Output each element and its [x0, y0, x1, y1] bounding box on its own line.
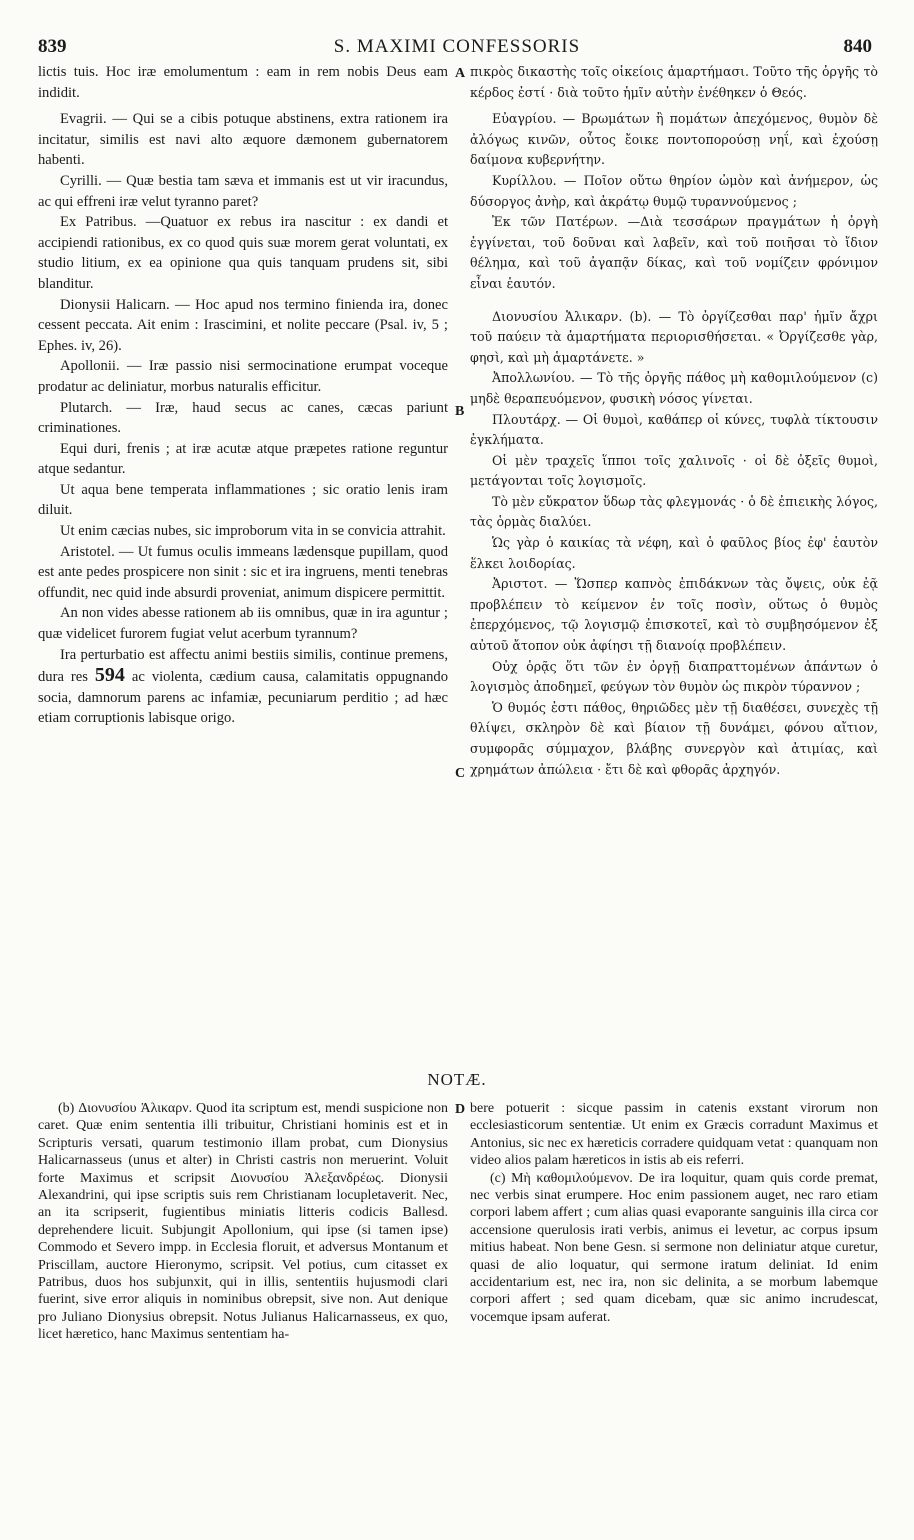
running-title: S. MAXIMI CONFESSORIS: [333, 36, 581, 57]
section-marker-b: B: [455, 404, 465, 419]
latin-column: [38, 62, 448, 729]
page-number-right: 840: [843, 36, 872, 57]
column-number: 594: [94, 664, 125, 687]
latin-paragraph: Ut enim cæcias nubes, sic improborum vita in se convicia attrahit.: [60, 523, 446, 540]
section-marker-c: C: [455, 766, 466, 781]
notes-right-column: [470, 1100, 878, 1326]
latin-paragraph: Cyrilli. — Quæ bestia tam sæva et immanis est ut vir iracundus, ac qui effreni iræ velut tyranno paret?: [38, 172, 448, 210]
greek-paragraph: Ἀριστοτ. — Ὥσπερ καπνὸς ἐπιδάκνων τὰς ὄψεις, οὐκ ἐᾷ προβλέπειν τὸ κείμενον ἐν τοῖς ποσὶν, οὕτως ὁ θυμὸς ἐπερχόμενος, τῷ λογισμῷ ἐπισκοτεῖ, καὶ τὸ συμβησόμενον ἐξ αὐτοῦ ἄτοπον οὐκ ἀφίησι τῇ διανοίᾳ προβλέπειν.: [470, 576, 878, 654]
greek-paragraph: Διονυσίου Ἁλικαρν. (b). — Τὸ ὀργίζεσθαι παρ' ἡμῖν ἄχρι τοῦ παύειν τὰ ἁμαρτήματα περιορισθήσεται. « Ὀργίζεσθε γὰρ, φησὶ, καὶ μὴ ἁμαρτάνετε. »: [470, 308, 878, 365]
note-paragraph: (b) Διονυσίου Ἁλικαρν. Quod ita scriptum est, mendi suspicione non caret. Quæ enim sententia illi tribuitur, Christiani hominis est et in Scripturis versati, quarum testimonio illam probat, cum Dionysius Halicarnasseus (unus et alter) in Christi castris non meruerint. Voluit forte Maximus et scripsit Διονυσίου Ἀλεξανδρέως. Dionysii Alexandrini, qui ipse scriptis suis rem Christianam locupletaverit. Nec, an ita scripserit, fugientibus miniatis litteris codicis Ballesd. deprehendere licuit. Subjungit Apollonium, qui ipse (si tamen ipse) Commodo et Severo impp. in Ecclesia floruit, et adversus Montanum et Priscillam, auctore Hieronymo, scripsit. Vel potius, cum citasset ex Patribus, duos hos subjunxit, qui in illis, sententiis hujusmodi clari fuerint, sive error aliquis in nominibus obrepsit, sive non. Aut denique pro Juliano Dionysius obrepsit. Notus Julianus Halicarnasseus, ex quo, licet hæretico, hanc Maximus sententiam ha-: [38, 1101, 448, 1343]
greek-paragraph: Ὁ θυμός ἐστι πάθος, θηριῶδες μὲν τῇ διαθέσει, συνεχὲς τῇ θλίψει, σκληρὸν δὲ καὶ βίαιον τῇ δυνάμει, φόνου αἴτιον, συμφορᾶς σύμμαχον, βλάβης συνεργὸν καὶ ἀτιμίας, καὶ χρημάτων ἀπώλεια · ἔτι δὲ καὶ φθορᾶς ἀρχηγόν.: [470, 699, 878, 777]
greek-paragraph: Ὡς γὰρ ὁ καικίας τὰ νέφη, καὶ ὁ φαῦλος βίος ἐφ' ἑαυτὸν ἕλκει λοιδορίας.: [470, 535, 878, 571]
notes-left-column: [38, 1100, 448, 1344]
latin-text: ac violenta, cædium causa, calamitatis oppugnando socia, damnorum parens ac infamiæ, pecuniarum perditio ; ad hæc etiam corruptionis labisque origo.: [38, 669, 448, 727]
latin-paragraph: An non vides abesse rationem ab iis omnibus, quæ in ira aguntur ; quæ videlicet furorem fugiat velut acerbum tyrannum?: [38, 605, 448, 643]
latin-paragraph: Aristotel. — Ut fumus oculis immeans lædensque pupillam, quod est ante pedes prospicere non sinit : sic et ira ingruens, menti tenebras offundit, nec quid inde absurdi proveniat, animum dispicere permittit.: [38, 543, 448, 601]
latin-paragraph: Evagrii. — Qui se a cibis potuque abstinens, extra rationem ira incitatur, similis est navi alto æquore dæmonem gubernatorem habenti.: [38, 111, 448, 169]
latin-paragraph: Apollonii. — Iræ passio nisi sermocinatione erumpat voceque prodatur ac deliniatur, morbus naturalis efficitur.: [38, 358, 448, 395]
note-paragraph: (c) Μὴ καθομιλούμενον. De ira loquitur, quam quis corde premat, nec verbis sinat erumpere. Hoc enim passionem auget, nec raro etiam corpori labem affert ; cum alias quasi evaporante sanguinis illa circa cor accensione querulosis irati verbis, animus ei levetur, ac corpus ipsum mitius habeat. Non bene Gesn. si sermone non deliniatur atque curetur, quasi de alio loquatur, qui sermone iratum deliniat. Id enim accidentarium est, nec ira, non sic delinita, a se morbum labemque corpori affert ; sed quam dicebam, quæ sic animo incrudescat, vocemque ipsam auferat.: [470, 1170, 878, 1325]
greek-column: [470, 62, 878, 780]
greek-paragraph: πικρὸς δικαστὴς τοῖς οἰκείοις ἁμαρτήμασι. Τοῦτο τῆς ὀργῆς τὸ κέρδος ἐστί · διὰ τοῦτο ἡμῖν αὐτὴν ἐνέθηκεν ὁ Θεός.: [470, 64, 878, 100]
section-marker-d: D: [455, 1102, 466, 1117]
greek-paragraph: Οὐχ ὁρᾷς ὅτι τῶν ἐν ὀργῇ διαπραττομένων ἁπάντων ὁ λογισμὸς ἀποδημεῖ, φεύγων τὸν θυμὸν ὡς πικρὸν τύραννον ;: [470, 658, 878, 695]
latin-paragraph: Ut aqua bene temperata inflammationes ; sic oratio lenis iram diluit.: [38, 481, 448, 519]
latin-paragraph: lictis tuis. Hoc iræ emolumentum : eam in rem nobis Deus eam indidit.: [38, 64, 448, 101]
latin-paragraph: Plutarch. — Iræ, haud secus ac canes, cæcas pariunt criminationes.: [38, 399, 448, 437]
latin-text: Ira perturbatio est affectu animi bestiis similis, continue premens, dura res: [38, 646, 448, 686]
notes-heading: NOTÆ.: [427, 1070, 487, 1089]
latin-paragraph: Ex Patribus. —Quatuor ex rebus ira nascitur : ex dandi et accipiendi rationibus, ex co quod quis suæ morem gerat voluntati, ex studio litium, ex ea opinione qua quis tanquam prudens sit, sibi blanditur.: [38, 214, 448, 292]
greek-paragraph: Ἀπολλωνίου. — Τὸ τῆς ὀργῆς πάθος μὴ καθομιλούμενον (c) μηδὲ θεραπευόμενον, φυσικὴ νόσος γίνεται.: [470, 370, 878, 406]
note-paragraph: bere potuerit : sicque passim in catenis exstant virorum non ecclesiasticorum sententiæ. Ut enim ex Græcis corradunt Maximus et Antonius, sic nec ex hæreticis corradere quidquam vetat : quanquam non video alios palam hæreticos in istis ab eis referri.: [470, 1101, 878, 1169]
section-marker-a: A: [455, 66, 466, 81]
greek-paragraph: Κυρίλλου. — Ποῖον οὕτω θηρίον ὠμὸν καὶ ἀνήμερον, ὡς δύσοργος ἀνὴρ, καὶ ἀκράτῳ θυμῷ τυραννούμενος ;: [470, 172, 878, 209]
greek-paragraph: Πλουτάρχ. — Οἱ θυμοὶ, καθάπερ οἱ κύνες, τυφλὰ τίκτουσιν ἐγκλήματα.: [470, 411, 878, 448]
latin-paragraph: Dionysii Halicarn. — Hoc apud nos termino finienda ira, donec cessent peccata. Ait enim : Irascimini, et nolite peccare (Psal. iv, 5 ; Ephes. iv, 26).: [38, 296, 448, 354]
greek-paragraph: Τὸ μὲν εὔκρατον ὕδωρ τὰς φλεγμονάς · ὁ δὲ ἐπιεικὴς λόγος, τὰς ὁρμὰς διαλύει.: [470, 493, 878, 530]
page-number-left: 839: [38, 36, 67, 57]
greek-paragraph: Εὐαγρίου. — Βρωμάτων ἢ πομάτων ἀπεχόμενος, θυμὸν δὲ ἀλόγως κινῶν, οὗτος ἔοικε ποντοπορούσῃ νηΐ, καὶ ἐχούσῃ δαίμονα κυβερνήτην.: [470, 111, 878, 168]
latin-paragraph: [38, 645, 448, 729]
greek-paragraph: Ἐκ τῶν Πατέρων. —Διὰ τεσσάρων πραγμάτων ἡ ὀργὴ ἐγγίνεται, τοῦ δοῦναι καὶ λαβεῖν, καὶ τοῦ ποιῆσαι τὸ ἴδιον θέλημα, καὶ τοῦ ἀγαπᾷν δίκας, καὶ τοῦ νομίζειν φρόνιμον εἶναι ἑαυτόν.: [470, 214, 878, 291]
latin-paragraph: Equi duri, frenis ; at iræ acutæ atque præpetes ratione reguntur atque sedantur.: [38, 440, 448, 478]
greek-paragraph: Οἱ μὲν τραχεῖς ἵπποι τοῖς χαλινοῖς · οἱ δὲ ὀξεῖς θυμοὶ, μετάγονται τοῖς λογισμοῖς.: [470, 452, 878, 489]
